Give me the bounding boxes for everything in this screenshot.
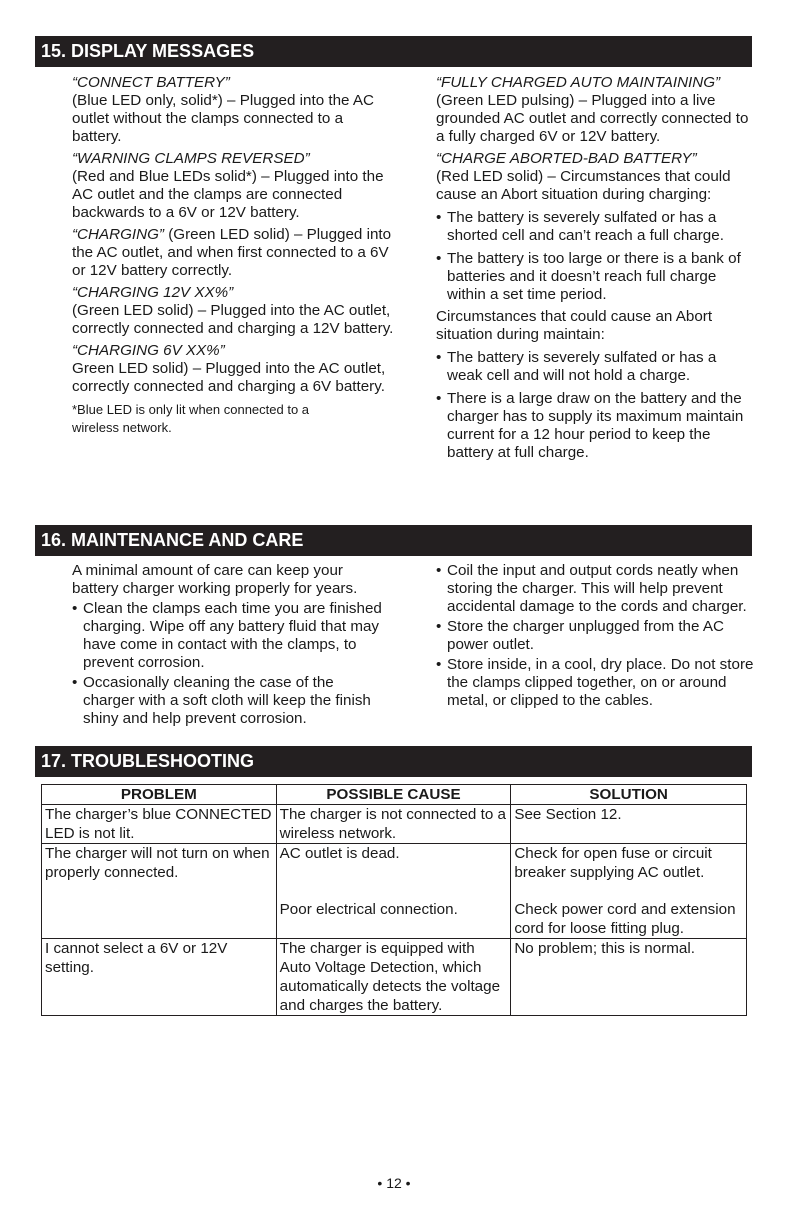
solution-cell: No problem; this is normal.	[511, 939, 747, 1016]
table-header-row	[42, 785, 747, 805]
message-text: (Red and Blue LEDs solid*) – Plugged into the AC outlet and the clamps are connected backwards to a 6V or 12V battery.	[72, 168, 384, 221]
cause-cell	[276, 844, 511, 939]
message-title: “FULLY CHARGED AUTO MAINTAINING”	[436, 74, 721, 91]
table-row	[42, 805, 747, 844]
table-row	[42, 844, 747, 939]
maintenance-right-column	[436, 562, 754, 710]
cause-cell: The charger is equipped with Auto Voltage Detection, which automatically detects the voltage and charges the battery.	[276, 939, 511, 1016]
column-header-problem: PROBLEM	[42, 785, 277, 805]
display-messages-right-column	[436, 74, 754, 462]
footnote: *Blue LED is only lit when connected to a wireless network.	[72, 402, 310, 435]
list-item: • Clean the clamps each time you are finished charging. Wipe off any battery fluid that may have come in contact with the clamps, to prevent corrosion.	[72, 600, 388, 672]
problem-cell: The charger’s blue CONNECTED LED is not lit.	[42, 805, 277, 844]
column-header-solution: SOLUTION	[511, 785, 747, 805]
abort-maintain-list	[436, 349, 754, 462]
abort-charging-list	[436, 209, 754, 304]
list-item: • Store inside, in a cool, dry place. Do not store the clamps clipped together, on or around metal, or clipped to the cables.	[436, 656, 754, 710]
display-messages-left-column	[72, 74, 394, 437]
list-item: • The battery is too large or there is a bank of batteries and it doesn’t reach full charge within a set time period.	[436, 250, 754, 304]
cause-entry: Poor electrical connection.	[279, 901, 458, 918]
section-16-heading: 16. MAINTENANCE AND CARE	[35, 525, 752, 556]
solution-cell	[511, 844, 747, 939]
message-text: (Red LED solid) – Circumstances that could cause an Abort situation during charging:	[436, 168, 731, 203]
maintain-intro: Circumstances that could cause an Abort situation during maintain:	[436, 308, 713, 343]
list-item: • Occasionally cleaning the case of the charger with a soft cloth will keep the finish shiny and help prevent corrosion.	[72, 674, 388, 728]
solution-entry: Check power cord and extension cord for loose fitting plug.	[514, 901, 736, 937]
section-17-heading: 17. TROUBLESHOOTING	[35, 746, 752, 777]
cause-cell: The charger is not connected to a wireless network.	[276, 805, 511, 844]
maintenance-left-column	[72, 562, 388, 728]
list-item: • Store the charger unplugged from the AC power outlet.	[436, 618, 754, 654]
maintenance-list-right	[436, 562, 754, 710]
message-title: “CHARGE ABORTED-BAD BATTERY”	[436, 150, 697, 167]
message-text: (Green LED pulsing) – Plugged into a live grounded AC outlet and correctly connected to a fully charged 6V or 12V battery.	[436, 92, 749, 145]
list-item: • The battery is severely sulfated or has a weak cell and will not hold a charge.	[436, 349, 754, 385]
problem-cell: I cannot select a 6V or 12V setting.	[42, 939, 277, 1016]
message-text: Green LED solid) – Plugged into the AC outlet, correctly connected and charging a 6V battery.	[72, 360, 386, 395]
solution-entry: Check for open fuse or circuit breaker supplying AC outlet.	[514, 845, 712, 881]
message-text: (Green LED solid) – Plugged into the AC outlet, correctly connected and charging a 12V battery.	[72, 302, 394, 337]
list-item: • Coil the input and output cords neatly when storing the charger. This will help prevent accidental damage to the cords and charger.	[436, 562, 754, 616]
message-paragraph	[72, 226, 394, 280]
solution-cell: See Section 12.	[511, 805, 747, 844]
maintenance-list-left	[72, 600, 388, 728]
message-title: “CHARGING”	[72, 226, 164, 243]
message-title: “CONNECT BATTERY”	[72, 74, 230, 91]
message-title: “CHARGING 12V XX%”	[72, 284, 234, 301]
list-item: • There is a large draw on the battery and the charger has to supply its maximum maintain current for a 12 hour period to keep the battery at full charge.	[436, 390, 754, 462]
table-row	[42, 939, 747, 1016]
cause-entry: AC outlet is dead.	[279, 845, 400, 862]
troubleshooting-table	[41, 784, 747, 1016]
message-title: “WARNING CLAMPS REVERSED”	[72, 150, 310, 167]
section-15-heading: 15. DISPLAY MESSAGES	[35, 36, 752, 67]
column-header-cause: POSSIBLE CAUSE	[276, 785, 511, 805]
list-item: • The battery is severely sulfated or has a shorted cell and can’t reach a full charge.	[436, 209, 754, 245]
maintenance-intro: A minimal amount of care can keep your battery charger working properly for years.	[72, 562, 358, 597]
page-number: • 12 •	[377, 1175, 411, 1191]
problem-cell: The charger will not turn on when properly connected.	[42, 844, 277, 939]
message-text: (Green LED solid) – Plugged into the AC outlet, and when first connected to a 6V or 12V battery correctly.	[72, 226, 392, 279]
message-title: “CHARGING 6V XX%”	[72, 342, 225, 359]
message-text: (Blue LED only, solid*) – Plugged into the AC outlet without the clamps connected to a battery.	[72, 92, 374, 145]
